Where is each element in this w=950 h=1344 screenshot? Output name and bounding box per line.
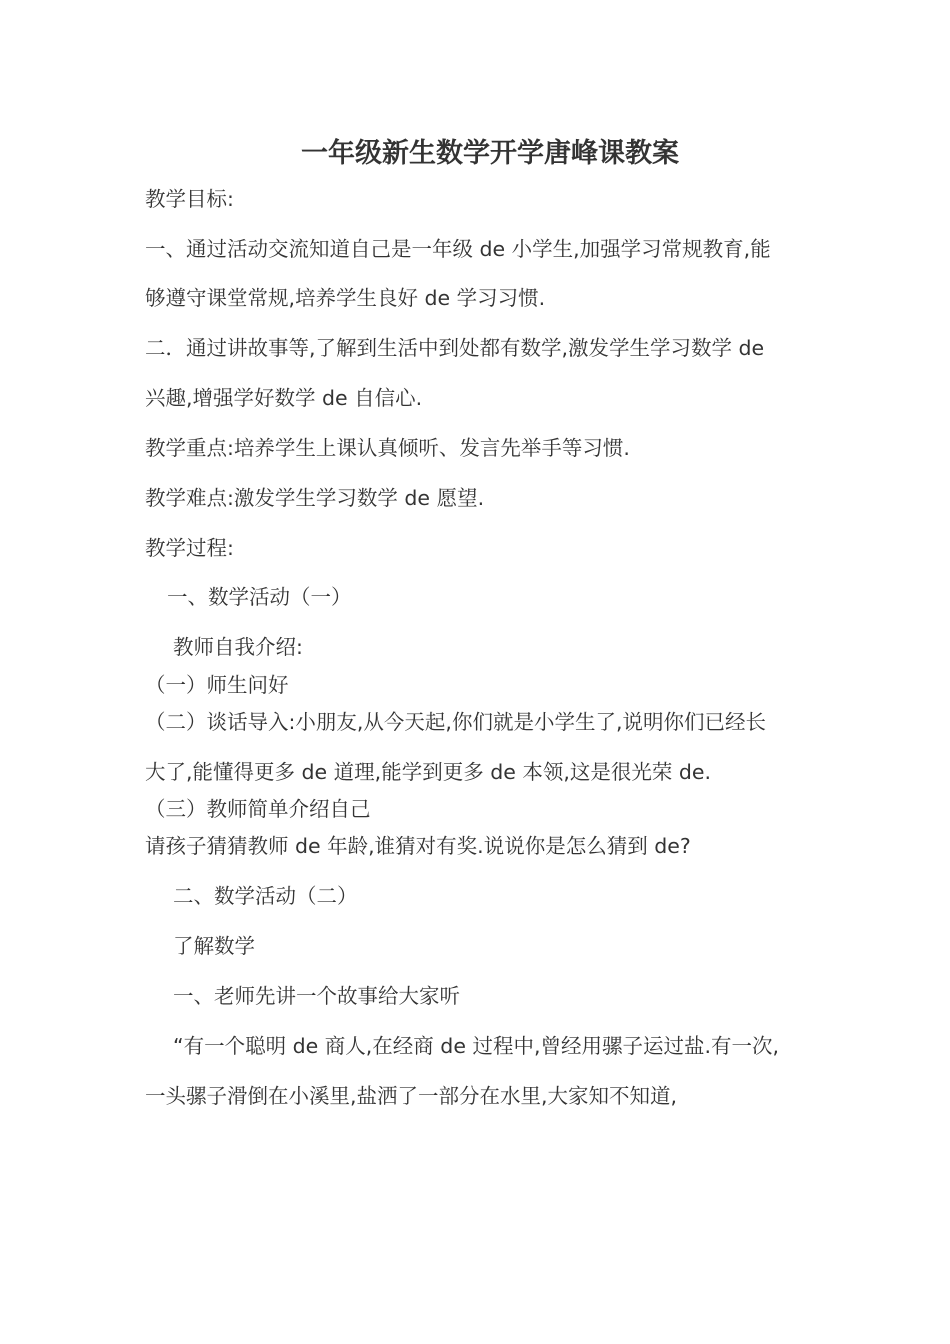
goal-two-line-2: 兴趣,增强学好数学 de 自信心. — [145, 386, 423, 410]
teaching-key-points: 教学重点:培养学生上课认真倾听、发言先举手等习惯. — [145, 436, 630, 460]
talk-intro-line-1: （二）谈话导入:小朋友,从今天起,你们就是小学生了,说明你们已经长 — [145, 710, 766, 734]
goal-one-line-1: 一、通过活动交流知道自己是一年级 de 小学生,加强学习常规教育,能 — [145, 237, 771, 261]
math-activity-two-heading: 二、数学活动（二） — [173, 884, 358, 908]
story-line-1: “有一个聪明 de 商人,在经商 de 过程中,曾经用骡子运过盐.有一次, — [173, 1034, 779, 1058]
document-title: 一年级新生数学开学唐峰课教案 — [301, 138, 679, 169]
goal-one-line-2: 够遵守课堂常规,培养学生良好 de 学习习惯. — [145, 286, 546, 310]
understand-math: 了解数学 — [173, 934, 255, 958]
teacher-self-intro: 教师自我介绍: — [173, 635, 303, 659]
math-activity-one-heading: 一、数学活动（一） — [167, 585, 352, 609]
teaching-process-heading: 教学过程: — [145, 536, 234, 560]
greeting-item: （一）师生问好 — [145, 673, 289, 697]
talk-intro-line-2: 大了,能懂得更多 de 道理,能学到更多 de 本领,这是很光荣 de. — [145, 760, 712, 784]
guess-age-line: 请孩子猜猜教师 de 年龄,谁猜对有奖.说说你是怎么猜到 de? — [145, 834, 691, 858]
teacher-story-heading: 一、老师先讲一个故事给大家听 — [173, 984, 460, 1008]
story-line-2: 一头骡子滑倒在小溪里,盐洒了一部分在水里,大家知不知道, — [145, 1084, 678, 1108]
teacher-brief-intro: （三）教师简单介绍自己 — [145, 797, 371, 821]
teaching-difficulties: 教学难点:激发学生学习数学 de 愿望. — [145, 486, 485, 510]
teaching-goals-heading: 教学目标: — [145, 187, 234, 211]
goal-two-line-1: 二．通过讲故事等,了解到生活中到处都有数学,激发学生学习数学 de — [145, 336, 765, 360]
